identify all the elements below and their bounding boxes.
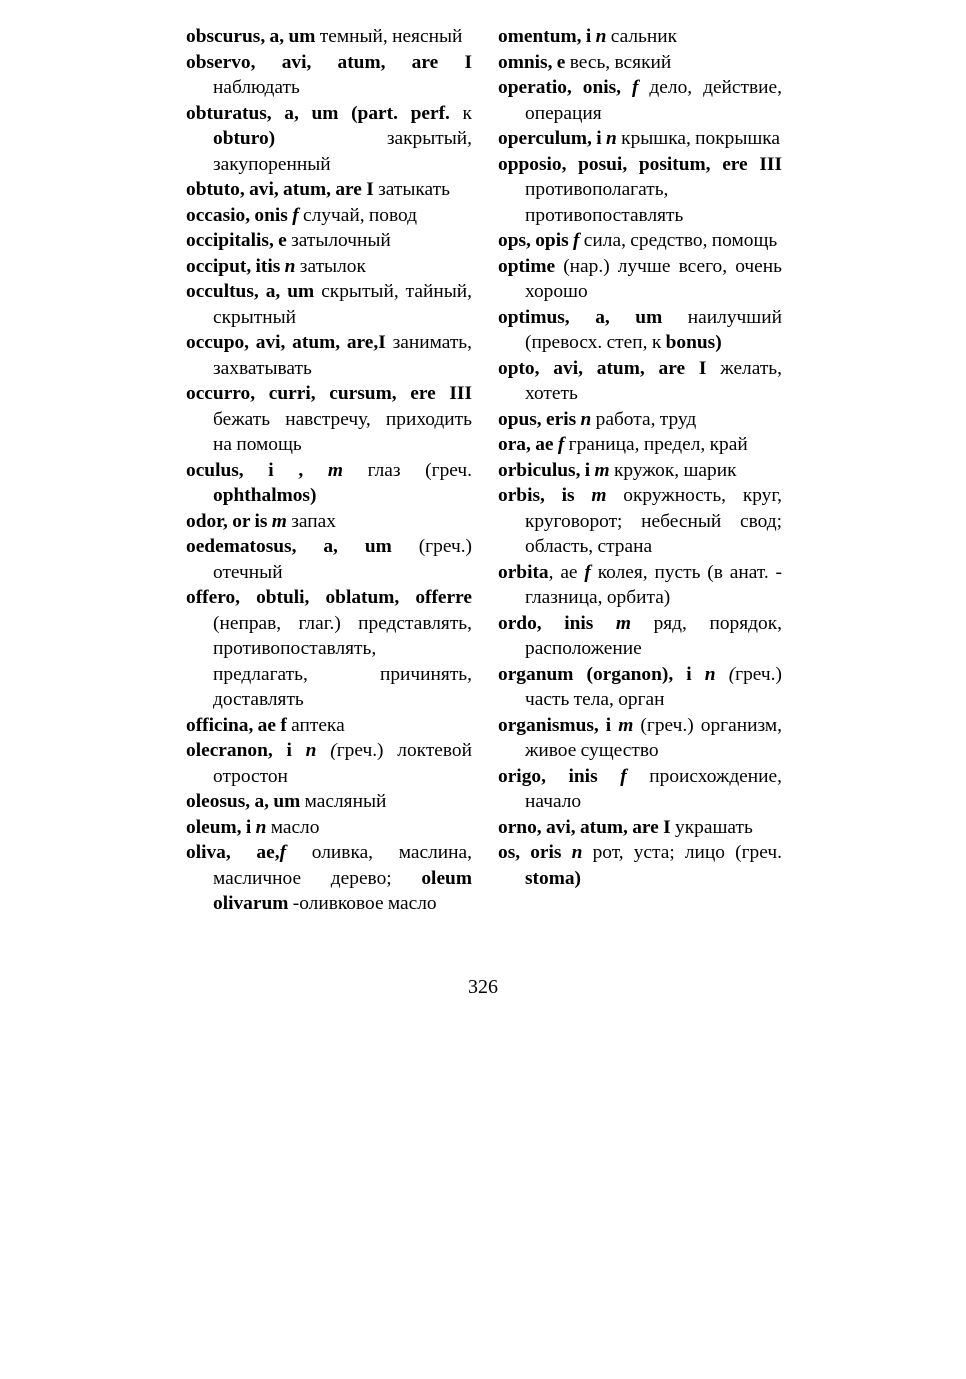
dictionary-entry <box>498 228 782 254</box>
entry-headword: m <box>594 459 610 481</box>
entry-headword: f <box>279 842 287 863</box>
entry-definition: противополагать, противопоставлять <box>525 179 684 226</box>
entry-definition: кружок, шарик <box>609 459 737 481</box>
dictionary-entry <box>498 815 782 841</box>
entry-definition: затылок <box>295 255 366 277</box>
entry-definition: -оливковое масло <box>288 893 437 914</box>
entry-headword: m <box>615 612 631 634</box>
entry-definition: масло <box>266 816 320 838</box>
dictionary-entry <box>498 50 782 76</box>
dictionary-entry <box>186 840 472 917</box>
dictionary-entry <box>186 585 472 713</box>
entry-definition: греч.) локтевой отростон <box>213 740 472 787</box>
entry-headword: n <box>580 408 592 430</box>
entry-headword: operatio, onis, <box>498 77 632 98</box>
entry-headword: occurro, curri, cursum, ere III <box>186 383 472 404</box>
entry-headword: ( <box>728 663 736 685</box>
entry-definition: масляный <box>300 791 387 812</box>
dictionary-entry <box>498 840 782 891</box>
entry-headword: olecranon, i <box>186 740 306 761</box>
entry-headword: obturo) <box>213 128 276 149</box>
entry-definition: оливка, маслина, масличное дерево; <box>213 842 472 889</box>
dictionary-entry <box>498 432 782 458</box>
entry-definition: скрытый, тайный, скрытный <box>213 281 473 328</box>
entry-definition: занимать, захватывать <box>213 332 472 379</box>
entry-headword: ora, ae <box>498 434 558 455</box>
entry-headword: organismus, i <box>498 714 619 736</box>
dictionary-entry <box>186 458 472 509</box>
entry-definition: сальник <box>606 26 678 47</box>
entry-definition: (нар.) лучше всего, очень хорошо <box>525 255 782 302</box>
entry-headword: f <box>292 204 299 226</box>
entry-headword: organum (organon), i <box>498 663 705 685</box>
dictionary-entry <box>186 789 472 815</box>
entry-definition: желать, хотеть <box>525 357 782 404</box>
entry-headword: orbiculus, i <box>498 459 595 481</box>
entry-headword: obtuto, avi, atum, are I <box>186 179 374 200</box>
entry-headword: orno, avi, atum, are I <box>498 816 671 838</box>
entry-headword: n <box>595 26 607 47</box>
entry-headword: n <box>284 255 296 277</box>
entry-headword: origo, inis <box>498 765 621 787</box>
entry-definition: затыкать <box>373 179 450 200</box>
entry-headword: n <box>571 842 583 863</box>
entry-headword: oleum, i <box>186 816 256 838</box>
entry-definition: происхождение, начало <box>525 765 782 812</box>
entry-headword: f <box>572 230 580 251</box>
dictionary-entry <box>186 203 472 229</box>
entry-headword: obscurus, a, um <box>186 26 316 47</box>
entry-headword: obturatus, a, um (part. perf. <box>186 102 450 124</box>
entry-headword: oculus, i , <box>186 459 328 481</box>
dictionary-entry <box>498 611 782 662</box>
entry-headword: ( <box>330 740 337 761</box>
entry-headword: f <box>557 434 565 455</box>
dictionary-entry <box>186 101 472 178</box>
dictionary-entry <box>498 713 782 764</box>
entry-definition: (греч.) организм, живое существо <box>525 714 782 761</box>
entry-headword: occultus, a, um <box>186 281 315 302</box>
dictionary-entry <box>498 126 782 152</box>
dictionary-entry <box>186 279 472 330</box>
entry-definition: затылочный <box>286 230 391 251</box>
entry-definition: глаз (греч. <box>342 459 473 481</box>
dictionary-entry <box>186 815 472 841</box>
entry-headword: bonus) <box>665 332 722 353</box>
entry-headword: orbis, is <box>498 485 592 506</box>
dictionary-entry <box>186 534 472 585</box>
page-number: 326 <box>468 976 498 998</box>
entry-headword: opposio, posui, positum, ere III <box>498 153 782 175</box>
entry-definition: украшать <box>670 816 753 838</box>
dictionary-entry <box>186 713 472 739</box>
entry-headword: oleosus, a, um <box>186 791 301 812</box>
entry-definition: греч.) часть тела, орган <box>525 663 782 710</box>
entry-headword: ordo, inis <box>498 612 616 634</box>
entry-definition: весь, всякий <box>565 51 672 73</box>
entry-headword: occiput, itis <box>186 255 285 277</box>
entry-headword: optime <box>498 255 556 277</box>
entry-headword: m <box>327 459 343 481</box>
entry-headword: opus, eris <box>498 408 581 430</box>
dictionary-entry <box>498 458 782 484</box>
entry-definition: запах <box>286 510 336 532</box>
entry-definition: (неправ, глаг.) представлять, противопоставлять, предлагать, причинять, доставлять <box>213 612 472 710</box>
dictionary-entry <box>186 509 472 535</box>
entry-definition: дело, действие, операция <box>525 77 782 124</box>
entry-definition: работа, труд <box>591 408 697 430</box>
entry-definition: крышка, покрышка <box>616 128 781 149</box>
dictionary-entry <box>186 381 472 458</box>
entry-headword: oedematosus, a, um <box>186 536 392 557</box>
entry-headword: occipitalis, e <box>186 230 287 251</box>
dictionary-entry <box>498 764 782 815</box>
entry-definition: закрытый, закупоренный <box>213 128 472 175</box>
dictionary-entry <box>498 407 782 433</box>
entry-headword: omnis, e <box>498 51 566 73</box>
entry-headword: offero, obtuli, oblatum, offerre <box>186 587 472 608</box>
entry-definition: колея, пусть (в анат. - глазница, орбита) <box>525 561 782 608</box>
entry-headword: oliva, ae, <box>186 842 280 863</box>
entry-definition <box>316 740 330 761</box>
entry-definition: бежать навстречу, приходить на помощь <box>213 408 472 455</box>
entry-definition: окружность, круг, круговорот; небесный свод; область, страна <box>525 485 782 557</box>
entry-headword: ophthalmos) <box>213 485 317 506</box>
entry-headword: ops, opis <box>498 230 573 251</box>
entry-headword: operculum, i <box>498 128 606 149</box>
dictionary-entry <box>186 50 472 101</box>
entry-definition: наилучший (превосх. степ, к <box>525 306 782 353</box>
entry-definition: случай, повод <box>298 204 418 226</box>
dictionary-entry <box>498 152 782 229</box>
entry-headword: m <box>591 485 607 506</box>
entry-headword: officina, ae f <box>186 714 287 736</box>
entry-headword: observo, avi, atum, are I <box>186 51 472 73</box>
entry-definition <box>716 664 729 685</box>
dictionary-entry <box>498 305 782 356</box>
entry-headword: n <box>704 663 716 685</box>
entry-definition: сила, средство, помощь <box>579 230 778 251</box>
dictionary-entry <box>498 356 782 407</box>
entry-definition: ряд, порядок, расположение <box>525 612 782 659</box>
entry-headword: stoma) <box>525 867 582 889</box>
entry-definition: (греч.) отечный <box>213 536 473 583</box>
entry-definition: рот, уста; лицо (греч. <box>582 842 782 863</box>
entry-headword: oleum olivarum <box>213 867 472 914</box>
entry-headword: occasio, onis <box>186 204 293 226</box>
entry-headword: occupo, avi, atum, are,I <box>186 332 386 353</box>
entry-headword: orbita <box>498 561 549 583</box>
entry-headword: f <box>584 561 591 583</box>
entry-definition: , ae <box>548 561 585 583</box>
entry-headword: optimus, a, um <box>498 306 663 328</box>
dictionary-left-column <box>186 24 472 917</box>
dictionary-entry <box>186 254 472 280</box>
entry-headword: f <box>620 765 627 787</box>
entry-definition: наблюдать <box>213 77 300 98</box>
dictionary-entry <box>498 24 782 50</box>
dictionary-entry <box>186 177 472 203</box>
dictionary-entry <box>186 24 472 50</box>
entry-headword: n <box>305 740 317 761</box>
dictionary-entry <box>498 254 782 305</box>
dictionary-entry <box>498 483 782 560</box>
dictionary-right-column <box>498 24 782 891</box>
entry-definition: темный, неясный <box>315 26 463 47</box>
entry-headword: odor, or is <box>186 510 272 532</box>
entry-headword: n <box>606 128 617 149</box>
dictionary-entry <box>186 330 472 381</box>
entry-headword: m <box>271 510 287 532</box>
entry-headword: f <box>631 77 639 98</box>
entry-headword: n <box>255 816 267 838</box>
entry-headword: opto, avi, atum, are I <box>498 357 707 379</box>
dictionary-entry <box>498 75 782 126</box>
entry-headword: omentum, i <box>498 26 596 47</box>
dictionary-entry <box>498 560 782 611</box>
entry-definition: граница, предел, край <box>564 434 748 455</box>
dictionary-entry <box>186 738 472 789</box>
entry-definition: к <box>449 102 472 124</box>
entry-definition: аптека <box>286 714 345 736</box>
dictionary-entry <box>186 228 472 254</box>
dictionary-entry <box>498 662 782 713</box>
entry-headword: os, oris <box>498 842 572 863</box>
entry-headword: m <box>618 714 634 736</box>
